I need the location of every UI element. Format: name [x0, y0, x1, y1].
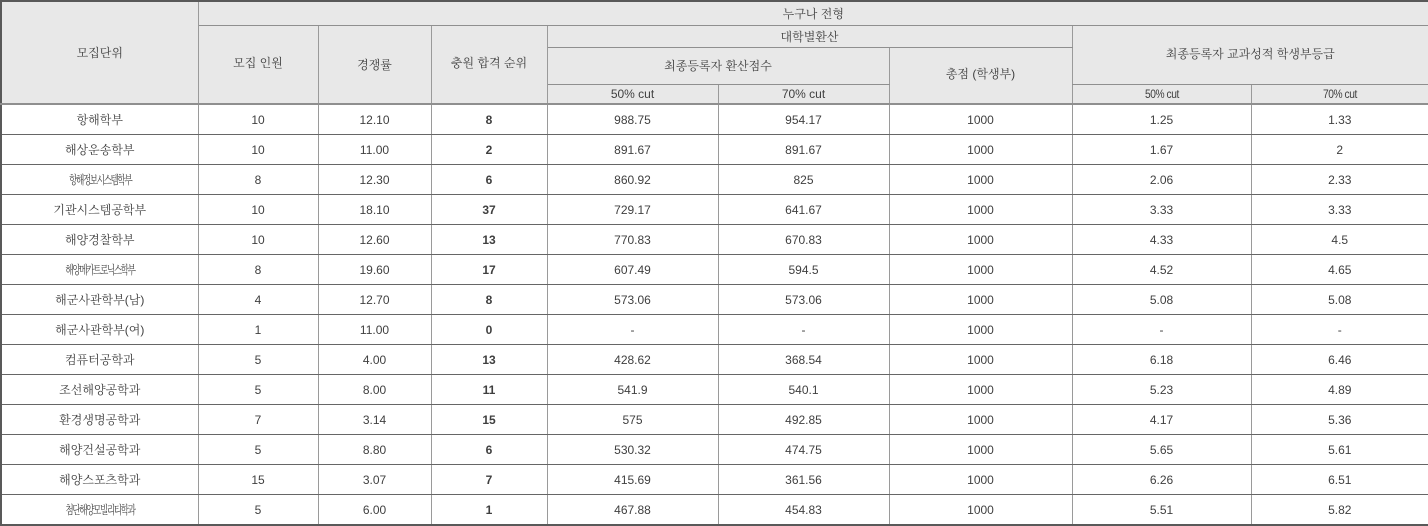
cell-waitlist-rank: 37 [431, 195, 547, 225]
cell-competition-ratio: 12.30 [318, 165, 431, 195]
cell-total-score: 1000 [889, 165, 1072, 195]
cell-grade-cut70: 6.46 [1251, 345, 1428, 375]
cell-competition-ratio: 19.60 [318, 255, 431, 285]
cell-competition-ratio: 11.00 [318, 315, 431, 345]
cell-competition-ratio: 11.00 [318, 135, 431, 165]
table-row [1, 285, 1428, 315]
cell-total-score: 1000 [889, 495, 1072, 526]
cell-waitlist-rank: 1 [431, 495, 547, 526]
cell-score-cut50: 860.92 [547, 165, 718, 195]
cell-score-cut70: 492.85 [718, 405, 889, 435]
cell-total-score: 1000 [889, 255, 1072, 285]
cell-grade-cut50: 5.51 [1072, 495, 1251, 526]
cell-waitlist-rank: 11 [431, 375, 547, 405]
cell-dept-name: 해군사관학부(남) [1, 285, 198, 315]
cell-waitlist-rank: 7 [431, 465, 547, 495]
cell-grade-cut70: 2.33 [1251, 165, 1428, 195]
header-recruit-count: 모집 인원 [198, 25, 318, 104]
cell-dept-name: 해양스포츠학과 [1, 465, 198, 495]
cell-grade-cut50: 2.06 [1072, 165, 1251, 195]
cell-grade-cut50: - [1072, 315, 1251, 345]
cell-recruit-count: 1 [198, 315, 318, 345]
cell-recruit-count: 10 [198, 195, 318, 225]
table-row [1, 465, 1428, 495]
cell-recruit-count: 10 [198, 135, 318, 165]
cell-total-score: 1000 [889, 104, 1072, 135]
cell-dept-name: 조선해양공학과 [1, 375, 198, 405]
cell-grade-cut50: 6.18 [1072, 345, 1251, 375]
table-row [1, 375, 1428, 405]
cell-total-score: 1000 [889, 195, 1072, 225]
cell-grade-cut70: 2 [1251, 135, 1428, 165]
table-row [1, 345, 1428, 375]
header-univ-conversion: 대학별환산 [547, 25, 1072, 47]
table-row [1, 255, 1428, 285]
cell-grade-cut70: 3.33 [1251, 195, 1428, 225]
header-score-cut50: 50% cut [547, 84, 718, 104]
cell-total-score: 1000 [889, 285, 1072, 315]
cell-grade-cut70: 5.82 [1251, 495, 1428, 526]
header-total-score: 총점 (학생부) [889, 47, 1072, 104]
cell-grade-cut70: 4.89 [1251, 375, 1428, 405]
cell-dept-name: 기관시스템공학부 [1, 195, 198, 225]
header-waitlist-rank: 충원 합격 순위 [431, 25, 547, 104]
cell-score-cut70: 474.75 [718, 435, 889, 465]
cell-score-cut70: 641.67 [718, 195, 889, 225]
table-row [1, 135, 1428, 165]
cell-competition-ratio: 6.00 [318, 495, 431, 526]
cell-recruit-count: 5 [198, 495, 318, 526]
cell-score-cut50: 541.9 [547, 375, 718, 405]
cell-competition-ratio: 12.70 [318, 285, 431, 315]
table-body [1, 104, 1428, 525]
cell-waitlist-rank: 17 [431, 255, 547, 285]
header-grade-cut50-label: 50% cut [1144, 86, 1179, 101]
cell-score-cut70: 540.1 [718, 375, 889, 405]
cell-dept-name: 해양건설공학과 [1, 435, 198, 465]
table-row [1, 165, 1428, 195]
cell-score-cut70: 368.54 [718, 345, 889, 375]
table-row [1, 495, 1428, 526]
header-row-groups [1, 25, 1428, 47]
cell-grade-cut50: 6.26 [1072, 465, 1251, 495]
table-row [1, 435, 1428, 465]
cell-recruit-count: 8 [198, 165, 318, 195]
cell-score-cut70: 594.5 [718, 255, 889, 285]
cell-grade-cut70: - [1251, 315, 1428, 345]
cell-dept-name: 환경생명공학과 [1, 405, 198, 435]
cell-score-cut70: 670.83 [718, 225, 889, 255]
cell-score-cut50: 573.06 [547, 285, 718, 315]
cell-grade-cut50: 4.33 [1072, 225, 1251, 255]
cell-waitlist-rank: 2 [431, 135, 547, 165]
cell-dept-name: 첨단해양모빌리티학과 [1, 495, 198, 526]
table-header [1, 1, 1428, 104]
cell-recruit-count: 10 [198, 225, 318, 255]
cell-recruit-count: 4 [198, 285, 318, 315]
cell-score-cut70: - [718, 315, 889, 345]
header-track: 누구나 전형 [198, 1, 1428, 25]
cell-score-cut70: 825 [718, 165, 889, 195]
cell-dept-name: 해상운송학부 [1, 135, 198, 165]
cell-score-cut50: 770.83 [547, 225, 718, 255]
header-unit: 모집단위 [1, 1, 198, 104]
cell-score-cut50: 891.67 [547, 135, 718, 165]
cell-waitlist-rank: 13 [431, 225, 547, 255]
cell-score-cut50: 988.75 [547, 104, 718, 135]
cell-total-score: 1000 [889, 315, 1072, 345]
table-row [1, 405, 1428, 435]
cell-dept-name: 항해학부 [1, 104, 198, 135]
cell-competition-ratio: 12.60 [318, 225, 431, 255]
cell-score-cut70: 954.17 [718, 104, 889, 135]
cell-dept-name: 해양메카트로닉스학부 [1, 255, 198, 285]
cell-grade-cut70: 4.5 [1251, 225, 1428, 255]
cell-total-score: 1000 [889, 225, 1072, 255]
header-competition-ratio: 경쟁률 [318, 25, 431, 104]
cell-competition-ratio: 8.80 [318, 435, 431, 465]
cell-recruit-count: 5 [198, 345, 318, 375]
cell-score-cut50: 530.32 [547, 435, 718, 465]
table-row [1, 315, 1428, 345]
header-grade-cut70-label: 70% cut [1322, 86, 1357, 101]
cell-score-cut50: 729.17 [547, 195, 718, 225]
cell-grade-cut70: 1.33 [1251, 104, 1428, 135]
cell-grade-cut50: 1.67 [1072, 135, 1251, 165]
cell-waitlist-rank: 6 [431, 435, 547, 465]
cell-score-cut70: 891.67 [718, 135, 889, 165]
cell-total-score: 1000 [889, 135, 1072, 165]
cell-recruit-count: 15 [198, 465, 318, 495]
cell-score-cut70: 573.06 [718, 285, 889, 315]
cell-grade-cut50: 5.08 [1072, 285, 1251, 315]
cell-waitlist-rank: 13 [431, 345, 547, 375]
cell-grade-cut50: 4.17 [1072, 405, 1251, 435]
header-grade-cut50 [1072, 84, 1251, 104]
cell-score-cut50: 467.88 [547, 495, 718, 526]
cell-waitlist-rank: 8 [431, 104, 547, 135]
cell-grade-cut50: 5.65 [1072, 435, 1251, 465]
cell-competition-ratio: 4.00 [318, 345, 431, 375]
cell-score-cut70: 361.56 [718, 465, 889, 495]
cell-competition-ratio: 18.10 [318, 195, 431, 225]
cell-total-score: 1000 [889, 375, 1072, 405]
cell-recruit-count: 7 [198, 405, 318, 435]
cell-waitlist-rank: 0 [431, 315, 547, 345]
cell-score-cut50: 575 [547, 405, 718, 435]
cell-waitlist-rank: 15 [431, 405, 547, 435]
cell-dept-name: 해양경찰학부 [1, 225, 198, 255]
header-grade-cut70 [1251, 84, 1428, 104]
cell-grade-cut70: 5.08 [1251, 285, 1428, 315]
cell-grade-cut70: 5.36 [1251, 405, 1428, 435]
table-row [1, 195, 1428, 225]
header-final-registrant-score: 최종등록자 환산점수 [547, 47, 889, 84]
cell-dept-name: 항해정보시스템학부 [1, 165, 198, 195]
cell-recruit-count: 8 [198, 255, 318, 285]
cell-grade-cut50: 3.33 [1072, 195, 1251, 225]
header-row-track [1, 1, 1428, 25]
cell-grade-cut70: 5.61 [1251, 435, 1428, 465]
cell-waitlist-rank: 6 [431, 165, 547, 195]
cell-competition-ratio: 3.14 [318, 405, 431, 435]
cell-score-cut50: 415.69 [547, 465, 718, 495]
header-score-cut70: 70% cut [718, 84, 889, 104]
cell-competition-ratio: 3.07 [318, 465, 431, 495]
cell-score-cut50: 607.49 [547, 255, 718, 285]
header-grade-group: 최종등록자 교과성적 학생부등급 [1072, 25, 1428, 84]
cell-grade-cut70: 4.65 [1251, 255, 1428, 285]
cell-score-cut50: - [547, 315, 718, 345]
cell-grade-cut70: 6.51 [1251, 465, 1428, 495]
cell-total-score: 1000 [889, 465, 1072, 495]
cell-score-cut70: 454.83 [718, 495, 889, 526]
cell-recruit-count: 5 [198, 375, 318, 405]
cell-total-score: 1000 [889, 405, 1072, 435]
cell-grade-cut50: 5.23 [1072, 375, 1251, 405]
cell-grade-cut50: 4.52 [1072, 255, 1251, 285]
cell-waitlist-rank: 8 [431, 285, 547, 315]
cell-recruit-count: 5 [198, 435, 318, 465]
cell-dept-name: 해군사관학부(여) [1, 315, 198, 345]
cell-total-score: 1000 [889, 345, 1072, 375]
cell-dept-name: 컴퓨터공학과 [1, 345, 198, 375]
table-row [1, 225, 1428, 255]
table-row [1, 104, 1428, 135]
cell-recruit-count: 10 [198, 104, 318, 135]
cell-grade-cut50: 1.25 [1072, 104, 1251, 135]
cell-competition-ratio: 8.00 [318, 375, 431, 405]
cell-score-cut50: 428.62 [547, 345, 718, 375]
cell-competition-ratio: 12.10 [318, 104, 431, 135]
cell-total-score: 1000 [889, 435, 1072, 465]
